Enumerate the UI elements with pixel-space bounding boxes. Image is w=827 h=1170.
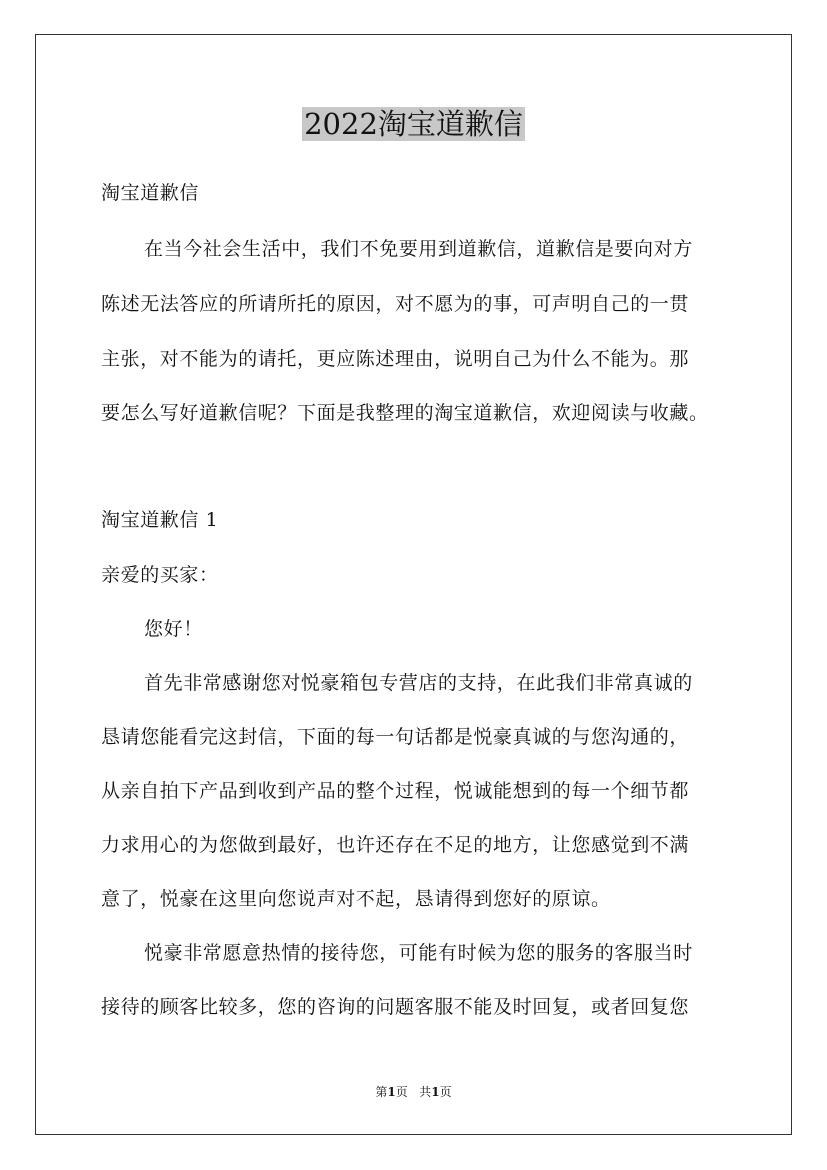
- intro-line-2: 陈述无法答应的所请所托的原因，对不愿为的事，可声明自己的一贯: [101, 293, 690, 315]
- intro-line-3: 主张，对不能为的请托，更应陈述理由，说明自己为什么不能为。那: [101, 348, 690, 370]
- paragraph1-line-4: 力求用心的为您做到最好，也许还存在不足的地方，让您感觉到不满: [101, 834, 690, 856]
- intro-line-4: 要怎么写好道歉信呢？下面是我整理的淘宝道歉信，欢迎阅读与收藏。: [101, 402, 709, 424]
- salutation: 亲爱的买家：: [101, 564, 219, 586]
- page-footer: [0, 1083, 827, 1101]
- greeting: 您好！: [144, 618, 203, 640]
- paragraph1-line-2: 恳请您能看完这封信，下面的每一句话都是悦豪真诚的与您沟通的，: [101, 726, 690, 748]
- document-title-text: 2022淘宝道歉信: [304, 107, 523, 141]
- document-title: [0, 104, 827, 144]
- total-prefix: 共: [419, 1085, 432, 1099]
- paragraph2-line-1: 悦豪非常愿意热情的接待您，可能有时候为您的服务的客服当时: [144, 942, 693, 964]
- intro-line-1: 在当今社会生活中，我们不免要用到道歉信，道歉信是要向对方: [144, 238, 693, 260]
- page-suffix: 页: [395, 1085, 408, 1099]
- total-suffix: 页: [439, 1085, 452, 1099]
- paragraph1-line-3: 从亲自拍下产品到收到产品的整个过程，悦诚能想到的每一个细节都: [101, 780, 690, 802]
- paragraph1-line-1: 首先非常感谢您对悦豪箱包专营店的支持，在此我们非常真诚的: [144, 672, 693, 694]
- document-subtitle: 淘宝道歉信: [101, 182, 200, 204]
- page-number: 1: [387, 1085, 396, 1099]
- paragraph1-line-5: 意了，悦豪在这里向您说声对不起，恳请得到您好的原谅。: [101, 888, 611, 910]
- total-pages: 1: [431, 1085, 440, 1099]
- paragraph2-line-2: 接待的顾客比较多，您的咨询的问题客服不能及时回复，或者回复您: [101, 996, 690, 1018]
- section-heading: 淘宝道歉信 1: [101, 509, 219, 531]
- page-prefix: 第: [375, 1085, 388, 1099]
